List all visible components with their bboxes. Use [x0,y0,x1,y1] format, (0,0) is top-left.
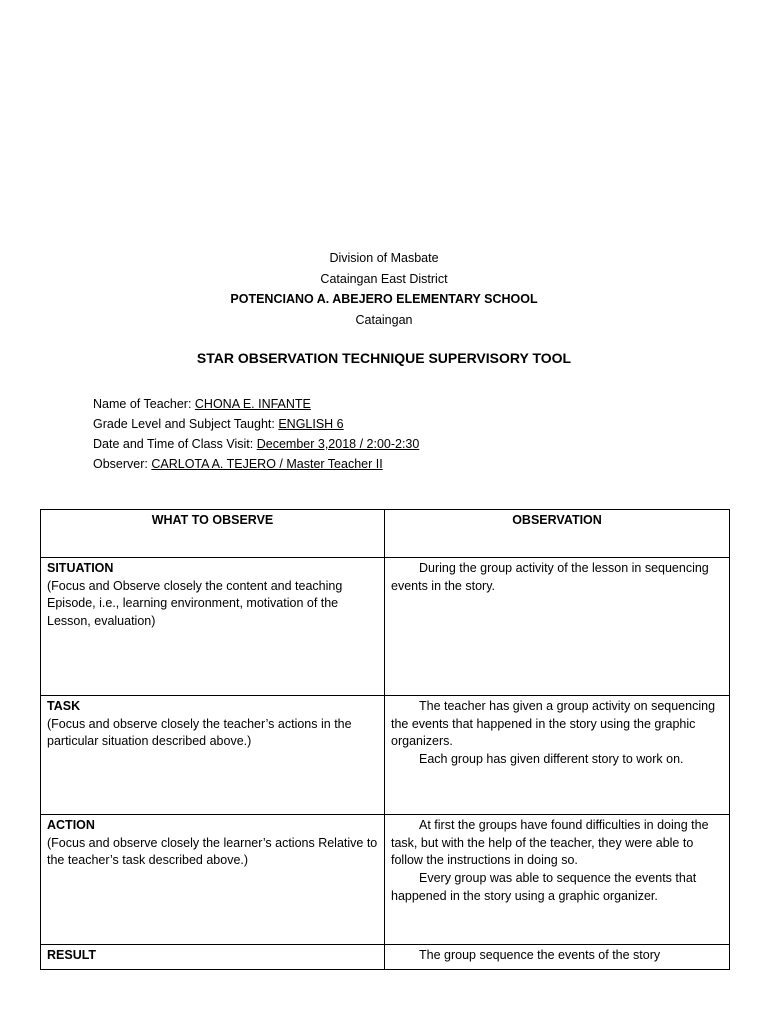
header-what-to-observe: WHAT TO OBSERVE [41,510,385,558]
school-name: POTENCIANO A. ABEJERO ELEMENTARY SCHOOL [230,292,538,306]
table-row [41,558,730,696]
grade-label: Grade Level and Subject Taught: [93,417,279,431]
criteria-title: SITUATION [47,561,114,575]
document-title: STAR OBSERVATION TECHNIQUE SUPERVISORY TOOL [196,350,572,366]
criteria-title: RESULT [47,948,97,962]
division-line: Division of Masbate [329,251,439,265]
criteria-title: TASK [47,699,81,713]
observer-line [93,454,419,474]
date-label: Date and Time of Class Visit: [93,437,257,451]
observation-text: During the group activity of the lesson in sequencing events in the story. [391,561,709,593]
table-header-row [41,510,730,558]
date-line [93,434,419,454]
town-line: Cataingan [355,312,413,327]
criteria-title: ACTION [47,818,95,832]
observation-text: The teacher has given a group activity on sequencing the events that happened in the story using the graphic organizers. [391,699,716,749]
table-row [41,696,730,815]
observation-cell [385,945,730,970]
criteria-description: (Focus and Observe closely the content and teaching Episode, i.e., learning environment, motivation of the Lesson, evaluation) [47,578,343,629]
grade-line [93,414,419,434]
observation-text: Every group was able to sequence the events that happened in the story using a graphic organizer. [391,871,697,903]
criteria-cell [41,815,385,945]
criteria-cell [41,558,385,696]
observation-cell [385,696,730,815]
table-row [41,815,730,945]
criteria-cell [41,945,385,970]
table-row [41,945,730,970]
date-value: December 3,2018 / 2:00-2:30 [256,437,420,451]
observer-label: Observer: [93,457,152,471]
observation-table [40,509,730,970]
observation-cell [385,815,730,945]
observation-cell [385,558,730,696]
criteria-description: (Focus and observe closely the teacher’s actions in the particular situation described above.) [47,716,352,749]
observation-text: The group sequence the events of the story [419,948,661,962]
teacher-info [93,394,419,474]
teacher-label: Name of Teacher: [93,397,195,411]
teacher-name-line [93,394,419,414]
header-observation: OBSERVATION [385,510,730,558]
observation-text: At first the groups have found difficulties in doing the task, but with the help of the teacher, they were able to follow the instructions in doing so. [391,818,709,868]
criteria-description: (Focus and observe closely the learner’s actions Relative to the teacher’s task described above.) [47,835,378,868]
observer-value: CARLOTA A. TEJERO / Master Teacher II [151,457,383,471]
teacher-value: CHONA E. INFANTE [194,397,311,411]
district-line: Cataingan East District [320,271,448,286]
grade-value: ENGLISH 6 [278,417,344,431]
document-header [0,248,768,330]
criteria-cell [41,696,385,815]
observation-text: Each group has given different story to work on. [419,752,684,767]
